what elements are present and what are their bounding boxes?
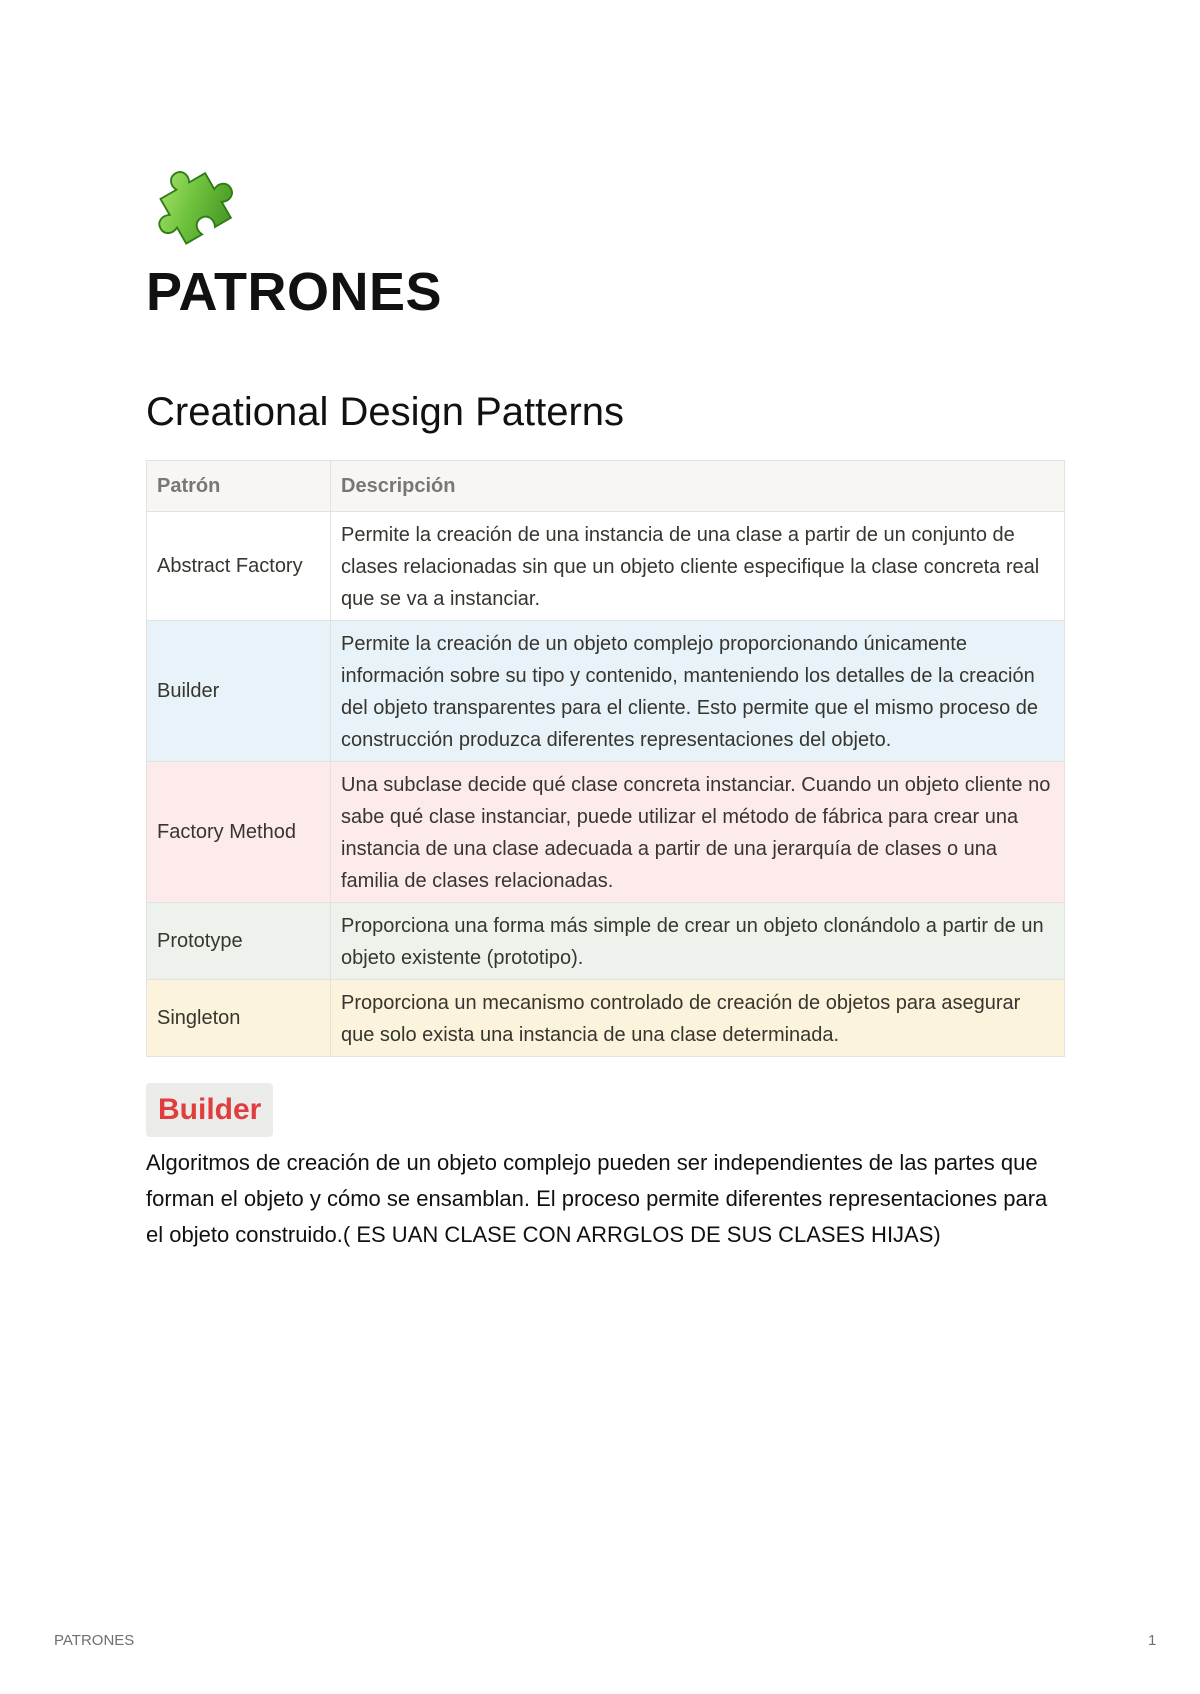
pattern-name-cell: Builder (147, 621, 331, 762)
pattern-description-cell: Proporciona una forma más simple de crear un objeto clonándolo a partir de un objeto existente (prototipo). (331, 903, 1065, 980)
table-row (147, 903, 1065, 980)
pattern-name-cell: Factory Method (147, 762, 331, 903)
table-row (147, 621, 1065, 762)
table-header-row (147, 461, 1065, 512)
footer-title: PATRONES (54, 1632, 135, 1649)
footer-page-number: 1 (1148, 1632, 1157, 1649)
table-row (147, 980, 1065, 1057)
pattern-description-cell: Permite la creación de una instancia de una clase a partir de un conjunto de clases relacionadas sin que un objeto cliente especifique la clase concreta real que se va a instanciar. (331, 512, 1065, 621)
pattern-name-cell: Abstract Factory (147, 512, 331, 621)
patterns-table (146, 460, 1065, 1057)
pattern-name-cell: Singleton (147, 980, 331, 1057)
document-page (146, 156, 1064, 1253)
column-header-pattern: Patrón (147, 461, 331, 512)
pattern-description-cell: Permite la creación de un objeto complejo proporcionando únicamente información sobre su tipo y contenido, manteniendo los detalles de la creación del objeto transparentes para el cliente. Esto permite que el mismo proceso de construcción produzca diferentes representaciones del objeto. (331, 621, 1065, 762)
builder-heading: Builder (146, 1083, 273, 1137)
pattern-description-cell: Una subclase decide qué clase concreta instanciar. Cuando un objeto cliente no sabe qué clase instanciar, puede utilizar el método de fábrica para crear una instancia de una clase adecuada a partir de una jerarquía de clases o una familia de clases relacionadas. (331, 762, 1065, 903)
table-row (147, 512, 1065, 621)
pattern-description-cell: Proporciona un mecanismo controlado de creación de objetos para asegurar que solo exista una instancia de una clase determinada. (331, 980, 1065, 1057)
column-header-description: Descripción (331, 461, 1065, 512)
table-row (147, 762, 1065, 903)
section-heading: Creational Design Patterns (146, 390, 625, 434)
builder-paragraph: Algoritmos de creación de un objeto complejo pueden ser independientes de las partes que forman el objeto y cómo se ensamblan. El proceso permite diferentes representaciones para el objeto construido.( ES UAN CLASE CON ARRGLOS DE SUS CLASES HIJAS) (146, 1150, 1048, 1247)
puzzle-piece-icon (146, 156, 238, 248)
page-title: PATRONES (146, 262, 443, 322)
pattern-name-cell: Prototype (147, 903, 331, 980)
